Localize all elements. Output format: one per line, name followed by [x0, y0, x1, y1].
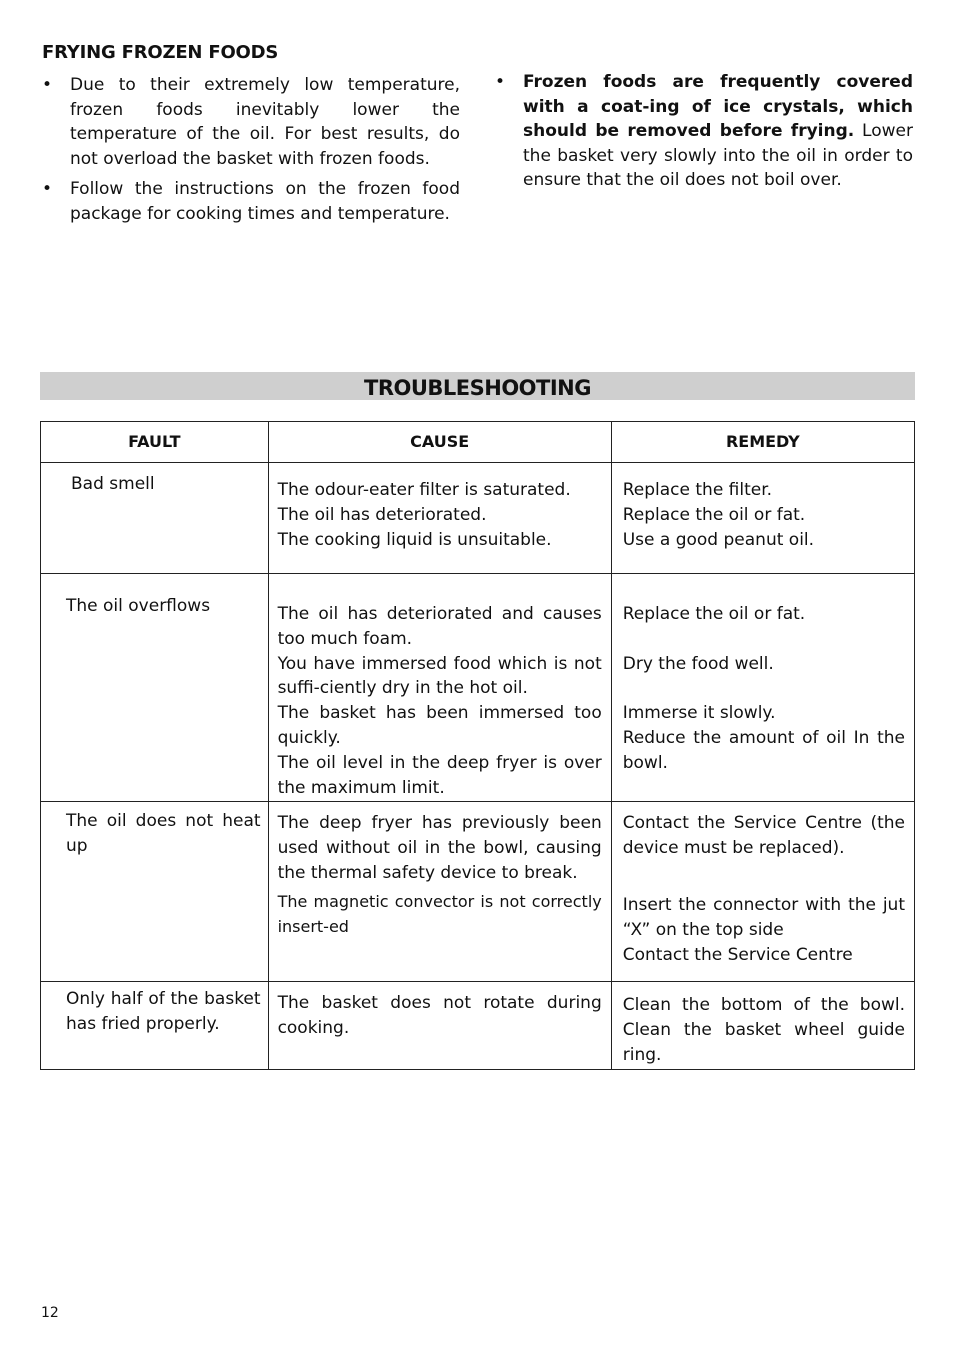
- remedy-line: Dry the food well.: [622, 653, 774, 674]
- remedy-line: Clean the bottom of the bowl. Clean the basket wheel guide ring.: [622, 995, 905, 1065]
- remedy-line: Reduce the amount of oil In the bowl.: [622, 727, 905, 773]
- fault-cell: [41, 574, 269, 802]
- cause-cell: [268, 982, 611, 1069]
- table-row: [41, 463, 915, 574]
- table-header-row: [41, 422, 915, 463]
- remedy-line: Immerse it slowly.: [622, 703, 776, 724]
- remedy-line: Contact the Service Centre (the device must be replaced).: [622, 813, 905, 859]
- frying-frozen-foods-title: FRYING FROZEN FOODS: [42, 42, 279, 63]
- remedy-line: Replace the filter.: [622, 480, 773, 500]
- cause-line: The deep fryer has previously been used without oil in the bowl, causing the thermal safety device to break.: [277, 813, 602, 883]
- cause-line: The oil has deteriorated and causes too much foam.: [277, 604, 602, 649]
- table-row: [41, 802, 915, 982]
- table-row: [41, 982, 915, 1069]
- remedy-cell: [611, 574, 914, 802]
- bullet-icon: •: [42, 179, 53, 200]
- page-number: 12: [41, 1305, 59, 1321]
- remedy-line: Use a good peanut oil.: [622, 529, 815, 550]
- remedy-line: Contact the Service Centre: [622, 944, 853, 965]
- cause-line: The oil has deteriorated.: [277, 504, 487, 525]
- fault-text: The oil overflows: [66, 596, 211, 616]
- fault-cell: [41, 463, 269, 574]
- cause-line: The basket does not rotate during cooking.: [277, 993, 602, 1039]
- remedy-cell: [611, 982, 914, 1069]
- list-item: [42, 177, 460, 226]
- fault-text: The oil does not heat up: [66, 811, 261, 857]
- frying-right-column: [495, 70, 913, 199]
- bullet-text-bold: Frozen foods are frequently covered with a coat-ing of ice crystals, which should be removed before frying.: [523, 72, 913, 142]
- bullet-text: Due to their extremely low temperature, frozen foods inevitably lower the temperature of the oil. For best results, do not overload the basket with frozen foods.: [70, 75, 460, 169]
- table-row: [41, 574, 915, 802]
- bullet-icon: •: [42, 75, 53, 95]
- cause-cell: [268, 802, 611, 982]
- bullet-text: Lower the basket very slowly into the oil in order to ensure that the oil does not boil over.: [523, 121, 913, 191]
- header-fault: FAULT: [41, 422, 269, 463]
- troubleshooting-table: [40, 421, 915, 1070]
- list-item: [42, 73, 460, 171]
- remedy-line: Insert the connector with the jut “X” on the top side: [622, 894, 905, 940]
- fault-text: Bad smell: [71, 474, 155, 494]
- cause-line: The odour-eater filter is saturated.: [277, 480, 571, 500]
- fault-cell: [41, 802, 269, 982]
- remedy-cell: [611, 802, 914, 982]
- frying-left-column: [42, 73, 460, 233]
- header-remedy: REMEDY: [611, 422, 914, 463]
- cause-line: The oil level in the deep fryer is over the maximum limit.: [277, 752, 602, 798]
- remedy-line: Replace the oil or fat.: [622, 604, 806, 624]
- cause-line: The magnetic convector is not correctly insert-ed: [277, 891, 602, 936]
- cause-cell: [268, 463, 611, 574]
- cause-cell: [268, 574, 611, 802]
- bullet-icon: •: [495, 72, 506, 92]
- fault-cell: [41, 982, 269, 1069]
- cause-line: The basket has been immersed too quickly.: [277, 703, 602, 748]
- cause-line: You have immersed food which is not suffi-ciently dry in the hot oil.: [277, 653, 602, 699]
- remedy-cell: [611, 463, 914, 574]
- fault-text: Only half of the basket has fried properly.: [66, 989, 261, 1035]
- cause-line: The cooking liquid is unsuitable.: [277, 529, 552, 550]
- remedy-line: Replace the oil or fat.: [622, 504, 806, 525]
- header-cause: CAUSE: [268, 422, 611, 463]
- bullet-text: Follow the instructions on the frozen food package for cooking times and temperature.: [70, 179, 460, 224]
- troubleshooting-title: TROUBLESHOOTING: [40, 372, 915, 400]
- list-item: [495, 70, 913, 193]
